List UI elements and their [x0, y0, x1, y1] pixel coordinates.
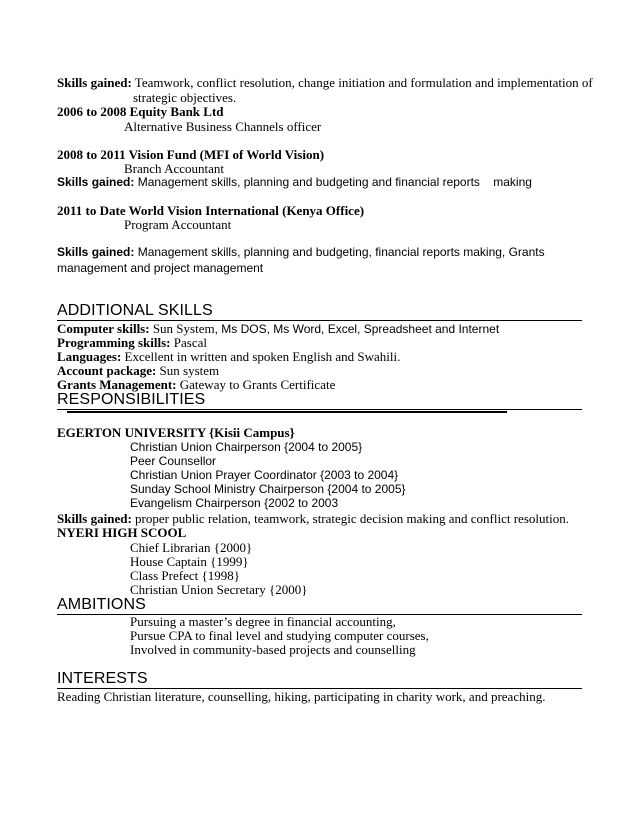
job-heading-vision-fund: 2008 to 2011 Vision Fund (MFI of World Vision) — [57, 147, 325, 162]
languages-label: Languages: — [57, 349, 122, 364]
programming-skills-label: Programming skills: — [57, 335, 171, 350]
skills-gained-line-3-cont: management and project management — [57, 261, 264, 275]
job-role-vision-fund: Branch Accountant — [124, 161, 224, 176]
skills-gained-label: Skills gained: — [57, 245, 135, 259]
skills-gained-label: Skills gained: — [57, 175, 135, 189]
section-heading-responsibilities: RESPONSIBILITIES — [57, 391, 206, 408]
section-divider-double — [67, 411, 507, 413]
section-heading-additional-skills: ADDITIONAL SKILLS — [57, 302, 213, 319]
computer-skills-text: Sun System — [152, 321, 215, 336]
interests-text: Reading Christian literature, counselling, hiking, participating in charity work, and preaching. — [57, 689, 546, 704]
job-role-equity: Alternative Business Channels officer — [124, 119, 322, 134]
grants-management-label: Grants Management: — [57, 377, 177, 392]
skills-gained-label: Skills gained: — [57, 75, 132, 90]
job-heading-equity: 2006 to 2008 Equity Bank Ltd — [57, 104, 224, 119]
job-heading-world-vision: 2011 to Date World Vision International (Kenya Office) — [57, 203, 365, 218]
nyeri-item: House Captain {1999} — [130, 554, 249, 569]
account-package-label: Account package: — [57, 363, 157, 378]
skills-gained-text: Management skills, planning and budgeting and financial reports making — [137, 175, 532, 189]
egerton-item: Christian Union Chairperson {2004 to 2005} — [130, 440, 363, 454]
section-heading-interests: INTERESTS — [57, 670, 148, 687]
ambition-item: Pursuing a master’s degree in financial accounting, — [130, 614, 396, 629]
skills-gained-line-3 — [57, 245, 545, 259]
languages-text: Excellent in written and spoken English and Swahili. — [124, 349, 401, 364]
grants-management-text: Gateway to Grants Certificate — [179, 377, 336, 392]
nyeri-heading: NYERI HIGH SCOOL — [57, 525, 187, 540]
computer-skills-text-rest: , Ms DOS, Ms Word, Excel, Spreadsheet and Internet — [214, 322, 500, 336]
skills-gained-text: proper public relation, teamwork, strategic decision making and conflict resolution. — [135, 511, 569, 526]
skills-gained-line-2 — [57, 175, 532, 189]
egerton-item: Peer Counsellor — [130, 454, 217, 468]
egerton-item: Christian Union Prayer Coordinator {2003 to 2004} — [130, 468, 399, 482]
ambition-item: Pursue CPA to final level and studying computer courses, — [130, 628, 429, 643]
job-role-world-vision: Program Accountant — [124, 217, 232, 232]
skills-gained-label: Skills gained: — [57, 511, 132, 526]
skills-gained-text: Management skills, planning and budgeting, financial reports making, Grants — [137, 245, 545, 259]
nyeri-item: Class Prefect {1998} — [130, 568, 240, 583]
programming-skills-text: Pascal — [173, 335, 207, 350]
egerton-item: Sunday School Ministry Chairperson {2004 to 2005} — [130, 482, 406, 496]
account-package-text: Sun system — [159, 363, 220, 378]
computer-skills-label: Computer skills: — [57, 321, 150, 336]
skills-gained-line-1-cont: strategic objectives. — [133, 90, 237, 105]
nyeri-item: Chief Librarian {2000} — [130, 540, 253, 555]
ambition-item: Involved in community-based projects and counselling — [130, 642, 416, 657]
egerton-item: Evangelism Chairperson {2002 to 2003 — [130, 496, 339, 510]
section-divider — [57, 409, 582, 410]
nyeri-item: Christian Union Secretary {2000} — [130, 582, 308, 597]
skills-gained-text: Teamwork, conflict resolution, change initiation and formulation and implementation of — [134, 75, 593, 90]
skills-gained-line-1 — [57, 75, 593, 91]
egerton-heading: EGERTON UNIVERSITY {Kisii Campus} — [57, 425, 295, 440]
section-heading-ambitions: AMBITIONS — [57, 596, 146, 613]
